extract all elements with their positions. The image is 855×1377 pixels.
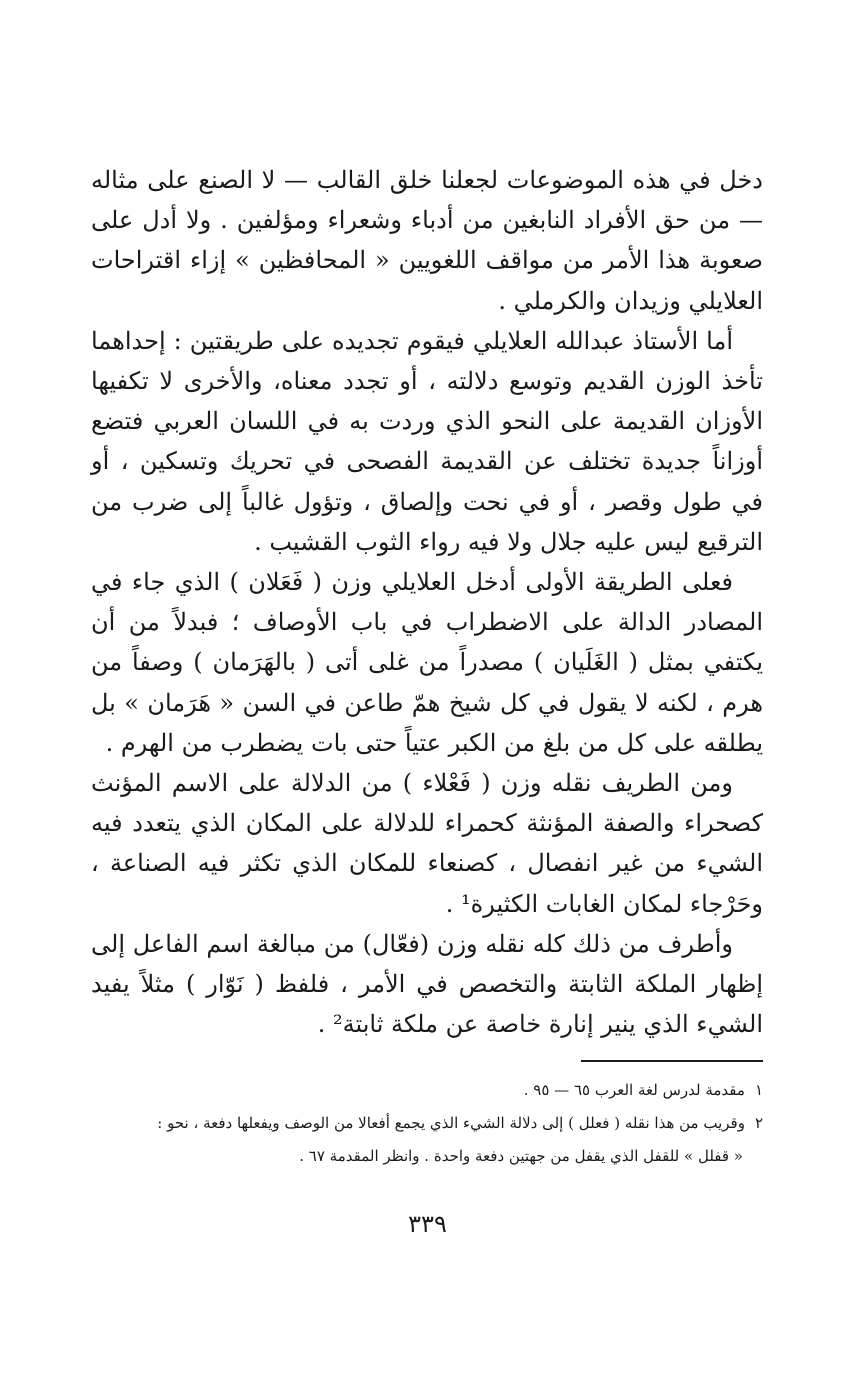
footnote-number: ٢ [754,1114,763,1133]
footnote-2 [91,1107,763,1173]
footnotes [91,1074,763,1173]
paragraph: وأطرف من ذلك كله نقله وزن (فعّال) من مبالغة اسم الفاعل إلى إظهار الملكة الثابتة والتخصص في الأمر ، فلفظ ( نَوّار ) مثلاً يفيد الشيء الذي ينير إنارة خاصة عن ملكة ثابتة² . [91,929,763,1039]
body-text [91,160,763,1044]
footnote-number: ١ [754,1081,763,1100]
paragraph: ومن الطريف نقله وزن ( فَعْلاء ) من الدلالة على الاسم المؤنث كصحراء والصفة المؤنثة كحمراء للدلالة على المكان الذي يتعدد فيه الشيء من غير انفصال ، كصنعاء للمكان الذي تكثر فيه الصناعة ، وحَرْجاء لمكان الغابات الكثيرة¹ . [91,769,763,918]
page-number: ٣٣٩ [408,1210,447,1238]
footnote-text: مقدمة لدرس لغة العرب ٦٥ — ٩٥ . [523,1081,745,1100]
footnote-text: وقريب من هذا نقله ( فعلل ) إلى دلالة الشيء الذي يجمع أفعالا من الوصف ويفعلها دفعة ، نحو : [157,1114,745,1133]
document-page [91,160,763,1173]
footnote-divider [581,1060,763,1062]
paragraph: فعلى الطريقة الأولى أدخل العلايلي وزن ( فَعَلان ) الذي جاء في المصادر الدالة على الاضطراب في باب الأوصاف ؛ فبدلاً من أن يكتفي بمثل ( الغَلَيان ) مصدراً من غلى أتى ( بالهَرَمان ) وصفاً من هرم ، لكنه لا يقول في كل شيخ همّ طاعن في السن « هَرَمان » بل يطلقه على كل من بلغ من الكبر عتياً حتى بات يضطرب من الهرم . [91,568,764,757]
paragraph: دخل في هذه الموضوعات لجعلنا خلق القالب — لا الصنع على مثاله — من حق الأفراد النابغين من أدباء وشعراء ومؤلفين . ولا أدل على صعوبة هذا الأمر من مواقف اللغويين « المحافظين » إزاء اقتراحات العلايلي وزيدان والكرملي . [91,166,763,315]
footnote-continuation: « قفلل » للقفل الذي يقفل من جهتين دفعة واحدة . وانظر المقدمة ٦٧ . [299,1147,743,1166]
footnote-1 [91,1074,763,1107]
paragraph: أما الأستاذ عبدالله العلايلي فيقوم تجديده على طريقتين : إحداهما تأخذ الوزن القديم وتوسع دلالته ، أو تجدد معناه، والأخرى لا تكفيها الأوزان القديمة على النحو الذي وردت به في اللسان العربي فتضع أوزاناً جديدة تختلف عن القديمة الفصحى في تحريك وتسكين ، أو في طول وقصر ، أو في نحت وإلصاق ، وتؤول غالباً إلى ضرب من الترقيع ليس عليه جلال ولا فيه رواء الثوب القشيب . [91,326,763,556]
